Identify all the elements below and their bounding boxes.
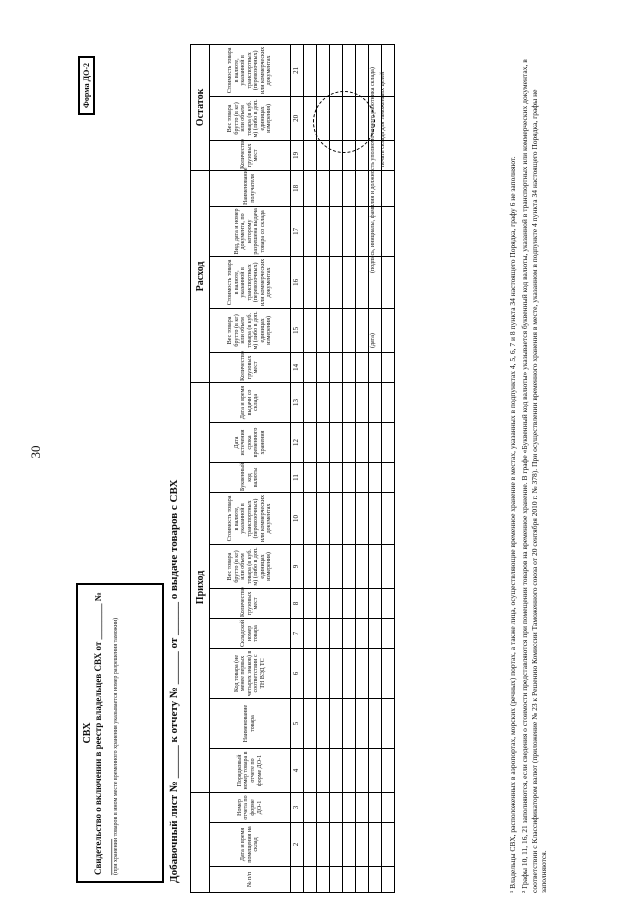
- table-cell[interactable]: [369, 545, 382, 589]
- column-number: 3: [291, 793, 304, 823]
- column-header: Дата истечения срока временного хранения: [210, 423, 291, 463]
- column-number: 15: [291, 308, 304, 352]
- form-badge: Форма ДО-2: [78, 56, 95, 115]
- table-cell[interactable]: [304, 382, 317, 422]
- table-cell[interactable]: [330, 793, 343, 823]
- table-cell[interactable]: [382, 867, 395, 893]
- column-header: Вес товара брутто (в кг) или объем товара (в куб. м) (либо в доп. единицах измерения): [210, 96, 291, 140]
- table-cell[interactable]: [356, 44, 369, 96]
- table-cell[interactable]: [317, 308, 330, 352]
- table-cell[interactable]: [382, 823, 395, 867]
- group-remainder: Остаток: [191, 44, 210, 170]
- table-cell[interactable]: [343, 352, 356, 382]
- table-cell[interactable]: [304, 649, 317, 699]
- table-cell[interactable]: [343, 308, 356, 352]
- column-number: 5: [291, 699, 304, 749]
- table-cell[interactable]: [343, 699, 356, 749]
- table-cell[interactable]: [343, 44, 356, 96]
- table-cell[interactable]: [343, 206, 356, 256]
- table-cell[interactable]: [304, 352, 317, 382]
- table-cell[interactable]: [317, 44, 330, 96]
- table-cell[interactable]: [304, 140, 317, 170]
- column-numbers: [291, 44, 304, 892]
- table-cell[interactable]: [369, 699, 382, 749]
- table-cell[interactable]: [304, 749, 317, 793]
- table-cell[interactable]: [317, 793, 330, 823]
- table-cell[interactable]: [369, 352, 382, 382]
- column-number: 11: [291, 463, 304, 493]
- table-cell[interactable]: [304, 256, 317, 308]
- table-cell[interactable]: [382, 256, 395, 308]
- table-cell[interactable]: [382, 589, 395, 619]
- column-number: 19: [291, 140, 304, 170]
- table-cell[interactable]: [317, 619, 330, 649]
- table-cell[interactable]: [317, 493, 330, 545]
- column-number: 18: [291, 170, 304, 206]
- table-row: [356, 44, 369, 892]
- table-cell[interactable]: [343, 545, 356, 589]
- table-cell[interactable]: [317, 649, 330, 699]
- table-cell[interactable]: [369, 823, 382, 867]
- column-header: Номер отчета по форме ДО-1: [210, 793, 291, 823]
- table-cell[interactable]: [369, 463, 382, 493]
- table-cell[interactable]: [304, 44, 317, 96]
- table-cell[interactable]: [382, 649, 395, 699]
- column-number: 8: [291, 589, 304, 619]
- table-cell[interactable]: [304, 423, 317, 463]
- column-number: 21: [291, 44, 304, 96]
- group-blank: [191, 793, 210, 893]
- table-row: [382, 44, 395, 892]
- table-cell[interactable]: [304, 463, 317, 493]
- table-cell[interactable]: [343, 589, 356, 619]
- table-cell[interactable]: [356, 619, 369, 649]
- table-cell[interactable]: [330, 352, 343, 382]
- table-cell[interactable]: [304, 170, 317, 206]
- table-cell[interactable]: [382, 493, 395, 545]
- table-cell[interactable]: [343, 793, 356, 823]
- table-cell[interactable]: [317, 382, 330, 422]
- table-cell[interactable]: [369, 493, 382, 545]
- table-cell[interactable]: [304, 619, 317, 649]
- table-row: [304, 44, 317, 892]
- table-cell[interactable]: [330, 867, 343, 893]
- table-cell[interactable]: [356, 649, 369, 699]
- svh-label: СВХ: [82, 722, 93, 744]
- column-header: Буквенный код валюты: [210, 463, 291, 493]
- table-cell[interactable]: [382, 206, 395, 256]
- table-cell[interactable]: [356, 823, 369, 867]
- table-cell[interactable]: [330, 44, 343, 96]
- table-cell[interactable]: [369, 589, 382, 619]
- page-number: 30: [28, 445, 43, 459]
- table-cell[interactable]: [317, 867, 330, 893]
- table-cell[interactable]: [343, 170, 356, 206]
- table-row: [343, 44, 356, 892]
- footnote-1: ¹ Владельцы СВХ, расположенных в аэропортах, морских (речных) портах, а также лица, осуществляющие временное хранение в местах, указанных в подпунктах 4, 5, 6, 7 и 8 пункта 34 настоящего Порядка, графу 6 не заполняют.: [508, 156, 517, 893]
- stamp-caption: печать склада для таможенных целей: [380, 71, 386, 167]
- column-header: Наименование товара: [210, 699, 291, 749]
- table-cell[interactable]: [382, 382, 395, 422]
- table-cell[interactable]: [343, 463, 356, 493]
- table-cell[interactable]: [369, 619, 382, 649]
- table-cell[interactable]: [317, 545, 330, 589]
- table-cell[interactable]: [343, 493, 356, 545]
- column-header: Вес товара брутто (в кг) или объем товара (в куб. м) (либо в доп. единицах измерения): [210, 545, 291, 589]
- table-cell[interactable]: [382, 619, 395, 649]
- column-number: 14: [291, 352, 304, 382]
- table-cell[interactable]: [356, 545, 369, 589]
- table-cell[interactable]: [382, 352, 395, 382]
- table-cell[interactable]: [330, 823, 343, 867]
- table-cell[interactable]: [382, 423, 395, 463]
- table-cell[interactable]: [330, 382, 343, 422]
- group-income: Приход: [191, 382, 210, 792]
- column-header: Наименование получателя: [210, 170, 291, 206]
- column-header: Стоимость товара в валюте, указанной в транспортных (перевозочных) или коммерческих документах: [210, 44, 291, 96]
- table-cell[interactable]: [356, 170, 369, 206]
- table-cell[interactable]: [317, 352, 330, 382]
- table-cell[interactable]: [330, 589, 343, 619]
- table-cell[interactable]: [330, 699, 343, 749]
- table-row: [330, 44, 343, 892]
- column-number: 17: [291, 206, 304, 256]
- table-cell[interactable]: [317, 463, 330, 493]
- signature-date-caption: (дата): [370, 333, 376, 348]
- column-number: 7: [291, 619, 304, 649]
- table-cell[interactable]: [369, 382, 382, 422]
- column-number: 20: [291, 96, 304, 140]
- column-header: Складской номер товара: [210, 619, 291, 649]
- column-number: 13: [291, 382, 304, 422]
- column-header: Код товара (не менее первых четырех знаков) в соответствии с ТН ВЭД ТС: [210, 649, 291, 699]
- table-cell[interactable]: [356, 493, 369, 545]
- table-cell[interactable]: [330, 170, 343, 206]
- column-header: Количество грузовых мест: [210, 352, 291, 382]
- table-cell[interactable]: [356, 867, 369, 893]
- column-header: Дата и время помещения на склад: [210, 823, 291, 867]
- table-cell[interactable]: [382, 749, 395, 793]
- table-cell[interactable]: [382, 170, 395, 206]
- table-cell[interactable]: [356, 382, 369, 422]
- signature-line: [368, 53, 369, 353]
- table-cell[interactable]: [356, 352, 369, 382]
- table-cell[interactable]: [369, 749, 382, 793]
- table-cell[interactable]: [330, 619, 343, 649]
- footnote-2: ² Графы 10, 11, 16, 21 заполняются, если сведения о стоимости представляются при помещении товаров на временное хранение. В графе «Буквенный код валюты» указывается буквенный код валюты, указанной в транспортных или коммерческих документах, в соответствии с Классификатором валют (приложение № 23 к Решению Комиссии Таможенного союза от 20 сентября 2010 г. № 378). При осуществлении временного хранения в месте, указанном в подпункте 4 пункта 34 настоящего Порядка, графы не заполняются.: [519, 59, 549, 893]
- table-cell[interactable]: [369, 793, 382, 823]
- column-labels: [210, 44, 291, 892]
- table-cell[interactable]: [330, 256, 343, 308]
- certificate-line: Свидетельство о включении в реестр владельцев СВХ от ________ № ________: [93, 592, 113, 875]
- stamp-circle: [313, 91, 375, 153]
- signature-person-caption: (подпись, инициалы, фамилия и должность уполномоченного работника склада): [370, 67, 376, 273]
- certificate-note: (при хранении товаров в ином месте временного хранения указывается номер разрешения таможни): [113, 617, 119, 875]
- table-cell[interactable]: [356, 308, 369, 352]
- table-cell[interactable]: [330, 463, 343, 493]
- table-cell[interactable]: [343, 649, 356, 699]
- column-header: Количество грузовых мест: [210, 140, 291, 170]
- column-header: Количество грузовых мест: [210, 589, 291, 619]
- table-cell[interactable]: [343, 749, 356, 793]
- table-cell[interactable]: [343, 867, 356, 893]
- table-cell[interactable]: [317, 206, 330, 256]
- column-header: Порядковый номер товара в отчете по форме ДО-1: [210, 749, 291, 793]
- group-expense: Расход: [191, 170, 210, 382]
- table-cell[interactable]: [343, 823, 356, 867]
- table-cell[interactable]: [356, 699, 369, 749]
- column-header: № п/п: [210, 867, 291, 893]
- rotated-form: [68, 33, 608, 893]
- table-cell[interactable]: [317, 423, 330, 463]
- column-header: Вид, дата и номер документа, по которому разрешена выдача товара со склада: [210, 206, 291, 256]
- table-cell[interactable]: [369, 423, 382, 463]
- table-cell[interactable]: [304, 545, 317, 589]
- column-number: 16: [291, 256, 304, 308]
- table-cell[interactable]: [304, 308, 317, 352]
- table-cell[interactable]: [330, 206, 343, 256]
- column-number: 12: [291, 423, 304, 463]
- table-cell[interactable]: [343, 382, 356, 422]
- table-cell[interactable]: [317, 749, 330, 793]
- table-cell[interactable]: [356, 463, 369, 493]
- table-cell[interactable]: [317, 256, 330, 308]
- column-number: 6: [291, 649, 304, 699]
- table-body: [304, 44, 395, 892]
- table-cell[interactable]: [304, 867, 317, 893]
- table-cell[interactable]: [330, 649, 343, 699]
- table-cell[interactable]: [330, 545, 343, 589]
- footnotes: [508, 49, 551, 893]
- table-cell[interactable]: [304, 589, 317, 619]
- table-cell[interactable]: [304, 793, 317, 823]
- table-cell[interactable]: [356, 206, 369, 256]
- table-cell[interactable]: [330, 493, 343, 545]
- column-number: 10: [291, 493, 304, 545]
- column-header: Вес товара брутто (в кг) или объем товара (в куб. м) (либо в доп. единицах измерения): [210, 308, 291, 352]
- certificate-box: [76, 583, 164, 883]
- table-cell[interactable]: [369, 649, 382, 699]
- table-cell[interactable]: [343, 256, 356, 308]
- column-header: Дата и время выдачи со склада: [210, 382, 291, 422]
- table-cell[interactable]: [330, 423, 343, 463]
- table-cell[interactable]: [356, 256, 369, 308]
- table-cell[interactable]: [343, 619, 356, 649]
- sheet-title: Добавочный лист № ______ к отчету № ______ от ______ о выдаче товаров с СВХ: [168, 479, 180, 883]
- table-cell[interactable]: [317, 170, 330, 206]
- table-cell[interactable]: [356, 749, 369, 793]
- table-cell[interactable]: [304, 699, 317, 749]
- table-row: [317, 44, 330, 892]
- table-cell[interactable]: [317, 823, 330, 867]
- table-cell[interactable]: [343, 423, 356, 463]
- column-number: 4: [291, 749, 304, 793]
- table-cell[interactable]: [317, 589, 330, 619]
- table-cell[interactable]: [382, 463, 395, 493]
- table-cell[interactable]: [330, 749, 343, 793]
- table-cell[interactable]: [304, 823, 317, 867]
- table-cell[interactable]: [330, 308, 343, 352]
- table-cell[interactable]: [317, 699, 330, 749]
- table-cell[interactable]: [369, 867, 382, 893]
- column-number: [291, 867, 304, 893]
- column-number: 2: [291, 823, 304, 867]
- table-cell[interactable]: [356, 423, 369, 463]
- column-header: Стоимость товара в валюте, указанной в транспортных (перевозочных) или коммерческих документах: [210, 493, 291, 545]
- column-number: 9: [291, 545, 304, 589]
- table-cell[interactable]: [382, 545, 395, 589]
- table-cell[interactable]: [356, 589, 369, 619]
- table-cell[interactable]: [382, 308, 395, 352]
- table-cell[interactable]: [382, 793, 395, 823]
- table-cell[interactable]: [356, 793, 369, 823]
- table-cell[interactable]: [304, 206, 317, 256]
- column-header: Стоимость товара в валюте, указанной в транспортных (перевозочных) или коммерческих документах: [210, 256, 291, 308]
- table-cell[interactable]: [304, 493, 317, 545]
- table-cell[interactable]: [382, 699, 395, 749]
- report-table: [190, 44, 395, 893]
